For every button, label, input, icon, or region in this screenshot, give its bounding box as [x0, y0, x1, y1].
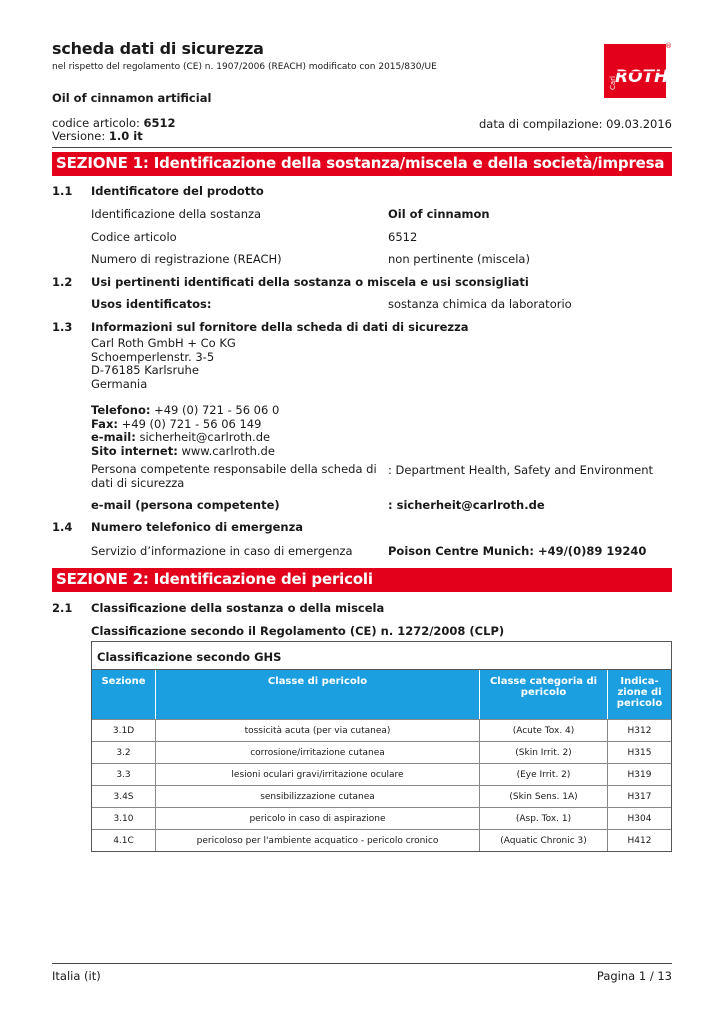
section-1-3-heading: Informazioni sul fornitore della scheda di dati di sicurezza — [91, 320, 469, 334]
cell-hazard-statement: H319 — [627, 769, 652, 780]
version-label: Versione: — [52, 129, 109, 143]
document-subtitle: nel rispetto del regolamento (CE) n. 1907/2006 (REACH) modificato con 2015/830/UE — [52, 62, 437, 72]
article-code-label: Codice articolo — [91, 230, 177, 244]
header-divider — [52, 147, 672, 148]
cell-hazard-class: pericolo in caso di aspirazione — [156, 808, 480, 829]
ghs-table-title: Classificazione secondo GHS — [92, 642, 671, 670]
section-1-1-number: 1.1 — [52, 184, 73, 198]
website-label: Sito internet: — [91, 443, 178, 458]
document-title: scheda dati di sicurezza — [52, 39, 264, 58]
cell-hazard-class: lesioni oculari gravi/irritazione oculare — [156, 764, 480, 785]
ghs-table-header — [92, 670, 671, 719]
table-row — [92, 719, 671, 741]
competent-label-line: Persona competente responsabile della scheda di — [91, 462, 377, 476]
email-label: e-mail: — [91, 430, 136, 444]
cell-section: 3.10 — [92, 808, 156, 829]
cell-hazard-category: (Asp. Tox. 1) — [480, 808, 608, 829]
cell-hazard-category: (Skin Sens. 1A) — [480, 786, 608, 807]
address-line: Germania — [91, 376, 148, 391]
address-line: D-76185 Karlsruhe — [91, 363, 199, 377]
compilation-date: data di compilazione: 09.03.2016 — [478, 117, 672, 131]
footer-divider — [52, 963, 672, 964]
footer-locale: Italia (it) — [52, 969, 101, 983]
table-row — [92, 785, 671, 807]
competent-person-label — [91, 463, 377, 490]
website-link[interactable]: www.carlroth.de — [177, 443, 275, 458]
reach-number-label: Numero di registrazione (REACH) — [91, 252, 282, 266]
cell-hazard-class: pericoloso per l'ambiente acquatico - pericolo cronico — [156, 830, 480, 851]
phone-value: +49 (0) 721 - 56 06 0 — [150, 403, 280, 417]
ghs-classification-table — [91, 641, 672, 852]
substance-id-label: Identificazione della sostanza — [91, 207, 262, 221]
table-row — [92, 763, 671, 785]
competent-email-label: e-mail (persona competente) — [91, 498, 280, 512]
cell-hazard-statement: H317 — [627, 791, 652, 802]
clp-classification-heading: Classificazione secondo il Regolamento (CE) n. 1272/2008 (CLP) — [91, 624, 505, 638]
cell-hazard-class: corrosione/irritazione cutanea — [156, 742, 480, 763]
phone-label: Telefono: — [91, 403, 151, 417]
fax-label: Fax: — [91, 416, 118, 431]
table-row — [92, 741, 671, 763]
header-hazard-category: Classe categoria di pericolo — [480, 670, 608, 719]
cell-hazard-category: (Acute Tox. 4) — [480, 720, 608, 741]
emergency-service-label: Servizio d’informazione in caso di emergenza — [91, 544, 353, 558]
header-hazard-class: Classe di pericolo — [156, 670, 480, 719]
cell-hazard-category: (Eye Irrit. 2) — [480, 764, 608, 785]
address-line: Schoemperlenstr. 3-5 — [91, 349, 215, 364]
section-1-2-heading: Usi pertinenti identificati della sostanza o miscela e usi sconsigliati — [91, 275, 529, 289]
cell-section: 3.4S — [92, 786, 156, 807]
carl-roth-logo — [604, 40, 672, 98]
section-1-1-heading: Identificatore del prodotto — [91, 184, 264, 198]
cell-section: 4.1C — [92, 830, 156, 851]
section-2-1-heading: Classificazione della sostanza o della miscela — [91, 601, 385, 615]
product-name: Oil of cinnamon artificial — [52, 91, 212, 105]
cell-hazard-statement: H315 — [627, 747, 652, 758]
cell-hazard-statement: H304 — [627, 813, 652, 824]
version-value: 1.0 it — [108, 129, 143, 143]
substance-id-value: Oil of cinnamon — [388, 207, 490, 221]
cell-hazard-class: tossicità acuta (per via cutanea) — [156, 720, 480, 741]
logo-text: ROTH — [615, 67, 669, 87]
header-section: Sezione — [92, 670, 156, 719]
table-row — [92, 829, 671, 851]
section-1-2-number: 1.2 — [52, 275, 73, 289]
article-value: 6512 — [143, 116, 176, 130]
competent-person-value: : Department Health, Safety and Environment — [388, 463, 654, 477]
table-row — [92, 807, 671, 829]
article-label: codice articolo: — [52, 116, 144, 130]
cell-hazard-category: (Aquatic Chronic 3) — [480, 830, 608, 851]
fax-value: +49 (0) 721 - 56 06 149 — [117, 416, 262, 431]
page-number: Pagina 1 / 13 — [596, 969, 672, 983]
article-code-value: 6512 — [388, 230, 418, 244]
section-1-3-number: 1.3 — [52, 320, 73, 334]
registered-mark: ® — [665, 42, 672, 50]
section-1-4-number: 1.4 — [52, 520, 73, 534]
supplier-contacts — [91, 404, 279, 458]
cell-section: 3.3 — [92, 764, 156, 785]
identified-uses-label: Usos identificatos: — [91, 297, 212, 311]
cell-hazard-class: sensibilizzazione cutanea — [156, 786, 480, 807]
cell-hazard-statement: H312 — [627, 725, 652, 736]
cell-hazard-category: (Skin Irrit. 2) — [480, 742, 608, 763]
header-hazard-statement: Indica-zione di pericolo — [616, 676, 663, 709]
address-line: Carl Roth GmbH + Co KG — [91, 336, 236, 350]
logo-small-text: Carl — [609, 76, 617, 90]
section-1-4-heading: Numero telefonico di emergenza — [91, 520, 304, 534]
competent-label-line: dati di sicurezza — [91, 475, 185, 490]
emergency-service-value: Poison Centre Munich: +49/(0)89 19240 — [388, 544, 647, 558]
section-2-1-number: 2.1 — [52, 601, 73, 615]
supplier-address — [91, 337, 236, 391]
section-2-title: SEZIONE 2: Identificazione dei pericoli — [52, 568, 672, 592]
competent-email-value[interactable]: : sicherheit@carlroth.de — [388, 498, 545, 512]
cell-section: 3.2 — [92, 742, 156, 763]
email-link[interactable]: sicherheit@carlroth.de — [135, 430, 271, 444]
section-1-title: SEZIONE 1: Identificazione della sostanza/miscela e della società/impresa — [52, 152, 672, 176]
identified-uses-value: sostanza chimica da laboratorio — [388, 297, 572, 311]
cell-hazard-statement: H412 — [627, 835, 652, 846]
cell-section: 3.1D — [92, 720, 156, 741]
reach-number-value: non pertinente (miscela) — [388, 252, 530, 266]
article-version-block — [52, 117, 176, 143]
